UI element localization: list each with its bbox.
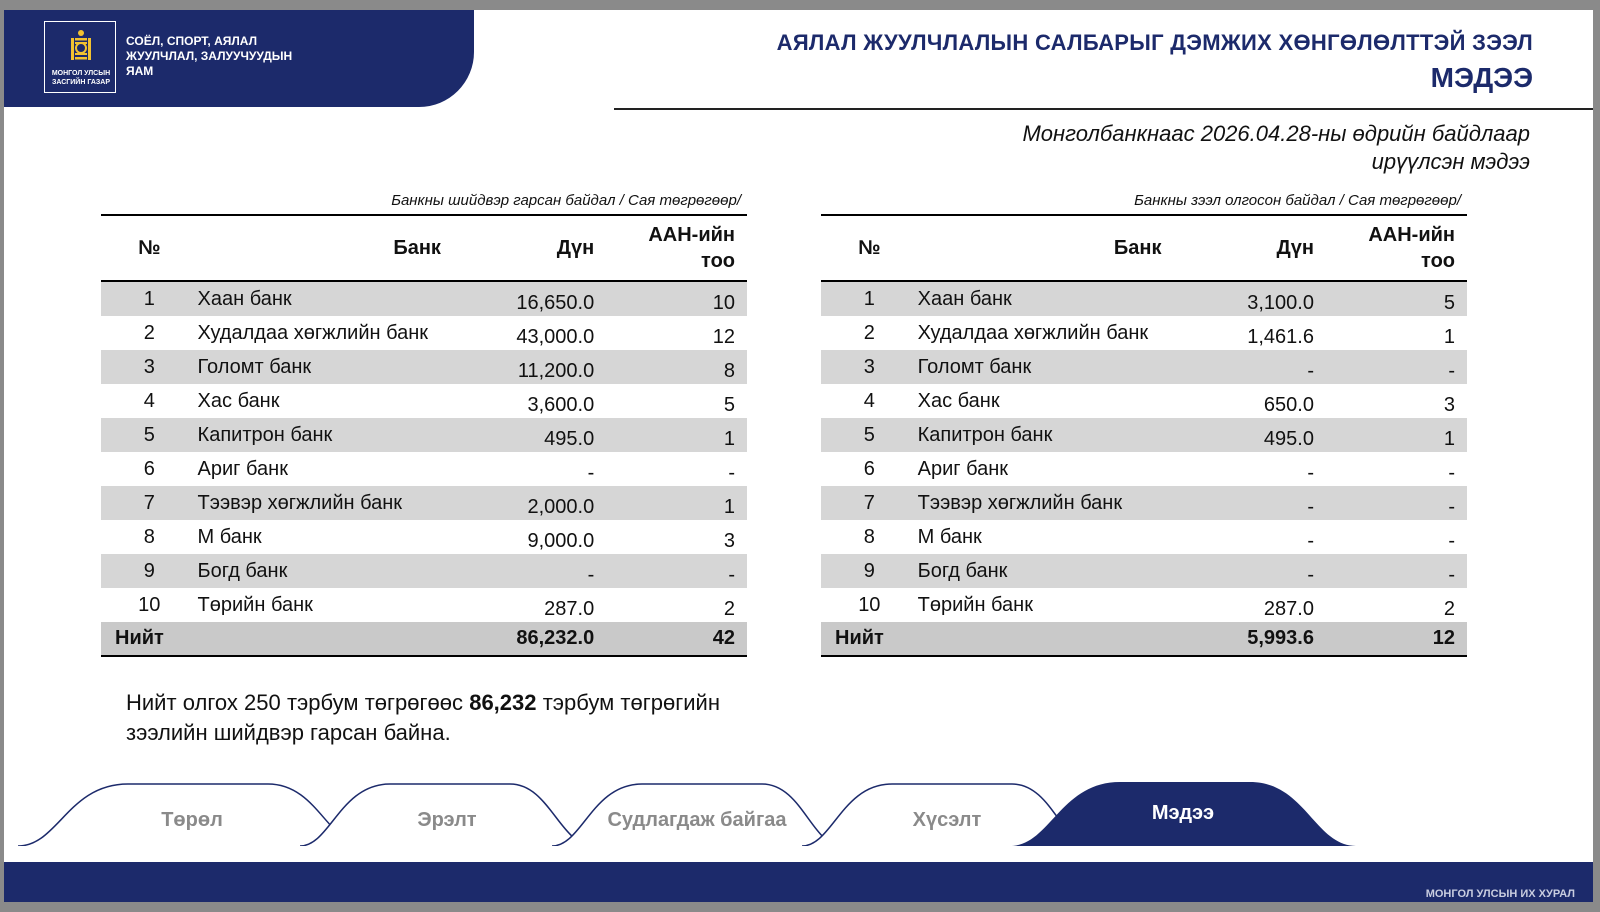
total-count: 42 <box>594 622 747 656</box>
row-bank: Худалдаа хөгжлийн банк <box>917 321 1149 344</box>
row-count: - <box>1314 350 1467 384</box>
row-bank: Төрийн банк <box>917 593 1033 616</box>
logo-text-line1: МОНГОЛ УЛСЫН <box>51 70 111 77</box>
header-count-line1: ААН-ийн <box>1368 224 1455 246</box>
row-count: 12 <box>712 326 735 348</box>
total-count: 12 <box>1314 622 1467 656</box>
table-row <box>101 520 747 554</box>
tab-label: Мэдээ <box>1151 801 1215 824</box>
row-no: 2 <box>143 321 155 344</box>
table-row <box>101 384 747 418</box>
summary-highlight: 86,232 <box>469 690 537 715</box>
header-bank: Банк <box>918 215 1172 281</box>
decisions-table-section <box>101 192 747 657</box>
table-row <box>101 588 747 622</box>
row-no: 1 <box>101 281 198 316</box>
soyombo-emblem-icon <box>68 28 94 64</box>
row-count: 5 <box>1314 281 1467 316</box>
source-note <box>1022 120 1530 176</box>
total-amount: 5,993.6 <box>1171 622 1314 656</box>
row-bank: Богд банк <box>918 554 1172 588</box>
row-count: - <box>594 554 747 588</box>
table-row <box>821 520 1467 554</box>
footer-text: МОНГОЛ УЛСЫН ИХ ХУРАЛ <box>1425 888 1575 900</box>
page-title-line1: АЯЛАЛ ЖУУЛЧЛАЛЫН САЛБАРЫГ ДЭМЖИХ ХӨНГӨЛӨЛТТЭЙ ЗЭЭЛ <box>776 30 1533 55</box>
row-bank: Худалдаа хөгжлийн банк <box>197 321 429 344</box>
row-count: 1 <box>1443 326 1455 348</box>
row-count: - <box>1448 462 1455 484</box>
row-count: 8 <box>594 350 747 384</box>
row-no: 10 <box>858 593 881 616</box>
row-bank: Богд банк <box>198 554 451 588</box>
row-amount: 1,461.6 <box>1247 326 1314 348</box>
row-count: 2 <box>723 598 735 620</box>
row-bank: М банк <box>197 525 262 548</box>
row-no: 8 <box>863 525 875 548</box>
row-amount: 287.0 <box>1263 598 1314 620</box>
row-amount: 495.0 <box>451 418 594 452</box>
tab-label: Хүсэлт <box>912 808 982 831</box>
row-count: - <box>1448 530 1455 552</box>
row-amount: 287.0 <box>544 598 595 620</box>
row-count: 3 <box>1443 394 1455 416</box>
header-no: № <box>821 215 918 281</box>
row-no: 9 <box>821 554 918 588</box>
total-bank-empty <box>198 622 451 656</box>
ministry-line1: СОЁЛ, СПОРТ, АЯЛАЛ <box>126 34 258 48</box>
table-row <box>101 452 747 486</box>
row-count: 5 <box>723 394 735 416</box>
page-title-line2: МЭДЭЭ <box>1430 62 1533 93</box>
row-amount: 3,600.0 <box>527 394 595 416</box>
row-bank: Хаан банк <box>918 281 1172 316</box>
table-row <box>821 486 1467 520</box>
total-bank-empty <box>918 622 1172 656</box>
slide <box>4 10 1593 902</box>
row-amount: 3,100.0 <box>1171 281 1314 316</box>
row-amount: - <box>1171 486 1314 520</box>
row-amount: 9,000.0 <box>527 530 595 552</box>
table-row <box>821 418 1467 452</box>
row-no: 3 <box>101 350 198 384</box>
row-bank: Капитрон банк <box>918 418 1172 452</box>
total-amount: 86,232.0 <box>451 622 594 656</box>
tab-medee[interactable] <box>1010 780 1356 846</box>
header-bank: Банк <box>198 215 451 281</box>
loans-table-body <box>821 281 1467 622</box>
loans-table-header-row <box>821 215 1467 281</box>
table-row <box>821 316 1467 350</box>
row-bank: Ариг банк <box>197 457 288 480</box>
row-no: 7 <box>101 486 198 520</box>
header-count-line1: ААН-ийн <box>648 224 735 246</box>
row-no: 4 <box>863 389 875 412</box>
row-bank: Ариг банк <box>917 457 1009 480</box>
source-note-line2: ирүүлсэн мэдээ <box>1371 149 1530 174</box>
ministry-name <box>126 34 292 79</box>
loans-table-section <box>821 192 1467 657</box>
row-no: 6 <box>863 457 875 480</box>
table-row <box>101 418 747 452</box>
tab-label: Судлагдаж байгаа <box>607 808 787 831</box>
table-row <box>821 452 1467 486</box>
header-no: № <box>101 215 198 281</box>
row-no: 3 <box>821 350 918 384</box>
total-label: Нийт <box>101 622 198 656</box>
row-count: 1 <box>594 486 747 520</box>
tab-sudlagdaj-baigaa[interactable] <box>552 780 842 846</box>
row-no: 1 <box>821 281 918 316</box>
government-logo <box>44 21 116 93</box>
decisions-table <box>101 214 747 657</box>
row-bank: Хаан банк <box>198 281 451 316</box>
row-count: 2 <box>1443 598 1455 620</box>
tab-label: Төрөл <box>161 808 223 831</box>
loans-total-row <box>821 622 1467 656</box>
row-no: 5 <box>821 418 918 452</box>
row-no: 10 <box>138 593 161 616</box>
footer-bar <box>4 862 1593 902</box>
row-amount: - <box>1307 462 1314 484</box>
row-bank: Тээвэр хөгжлийн банк <box>918 486 1172 520</box>
row-count: - <box>1314 554 1467 588</box>
summary-after: тэрбум төгрөгийн зээлийн шийдвэр гарсан байна. <box>126 690 720 745</box>
header-count-line2: тоо <box>1421 250 1455 272</box>
header-count <box>594 215 747 281</box>
title-divider <box>614 108 1593 110</box>
total-label: Нийт <box>821 622 918 656</box>
header-amount: Дүн <box>1171 215 1314 281</box>
row-no: 6 <box>143 457 155 480</box>
ministry-line3: ЯАМ <box>126 64 154 78</box>
row-count: 1 <box>1314 418 1467 452</box>
row-amount: - <box>1171 554 1314 588</box>
summary-text <box>126 688 720 748</box>
tab-label: Эрэлт <box>417 808 477 831</box>
source-note-line1: Монголбанкнаас 2026.04.28-ны өдрийн байдлаар <box>1022 121 1530 146</box>
table-row <box>101 554 747 588</box>
table-row <box>821 554 1467 588</box>
row-amount: - <box>451 554 594 588</box>
table-row <box>821 588 1467 622</box>
page-title <box>777 30 1533 94</box>
decisions-total-row <box>101 622 747 656</box>
ministry-line2: ЖУУЛЧЛАЛ, ЗАЛУУЧУУДЫН <box>126 49 293 63</box>
row-amount: - <box>1307 530 1314 552</box>
row-count: 3 <box>723 530 735 552</box>
row-amount: 11,200.0 <box>451 350 594 384</box>
table-row <box>821 281 1467 316</box>
row-no: 2 <box>863 321 875 344</box>
table-row <box>101 350 747 384</box>
row-count: - <box>728 462 735 484</box>
row-count: 10 <box>594 281 747 316</box>
row-amount: 43,000.0 <box>516 326 595 348</box>
row-amount: 16,650.0 <box>451 281 594 316</box>
table-row <box>821 384 1467 418</box>
row-bank: Голомт банк <box>198 350 451 384</box>
row-bank: Тээвэр хөгжлийн банк <box>198 486 451 520</box>
row-count: 1 <box>594 418 747 452</box>
decisions-table-body <box>101 281 747 622</box>
tab-erelt[interactable] <box>300 780 594 846</box>
row-amount: - <box>587 462 595 484</box>
row-bank: Капитрон банк <box>198 418 451 452</box>
row-amount: 650.0 <box>1263 394 1314 416</box>
row-bank: Хас банк <box>917 389 1000 412</box>
row-bank: Голомт банк <box>918 350 1172 384</box>
table-row <box>101 316 747 350</box>
row-amount: 495.0 <box>1171 418 1314 452</box>
table-row <box>821 350 1467 384</box>
logo-text-line2: ЗАСГИЙН ГАЗАР <box>51 79 111 86</box>
row-count: - <box>1314 486 1467 520</box>
table-row <box>101 281 747 316</box>
header-count <box>1314 215 1467 281</box>
loans-table-caption: Банкны зээл олгосон байдал / Сая төгрөгөөр/ <box>1134 192 1461 209</box>
row-no: 4 <box>143 389 155 412</box>
row-no: 5 <box>101 418 198 452</box>
decisions-table-header-row <box>101 215 747 281</box>
header-amount: Дүн <box>451 215 594 281</box>
decisions-table-caption: Банкны шийдвэр гарсан байдал / Сая төгрөгөөр/ <box>391 192 741 209</box>
row-no: 7 <box>821 486 918 520</box>
table-row <box>101 486 747 520</box>
ministry-header <box>4 10 474 107</box>
row-bank: М банк <box>917 525 982 548</box>
row-no: 9 <box>101 554 198 588</box>
summary-before: Нийт олгох 250 тэрбум төгрөгөөс <box>126 690 470 715</box>
header-count-line2: тоо <box>701 250 735 272</box>
row-amount: - <box>1171 350 1314 384</box>
section-tabs <box>4 780 1593 860</box>
row-bank: Хас банк <box>197 389 280 412</box>
loans-table <box>821 214 1467 657</box>
row-amount: 2,000.0 <box>451 486 594 520</box>
row-no: 8 <box>143 525 155 548</box>
row-bank: Төрийн банк <box>197 593 313 616</box>
